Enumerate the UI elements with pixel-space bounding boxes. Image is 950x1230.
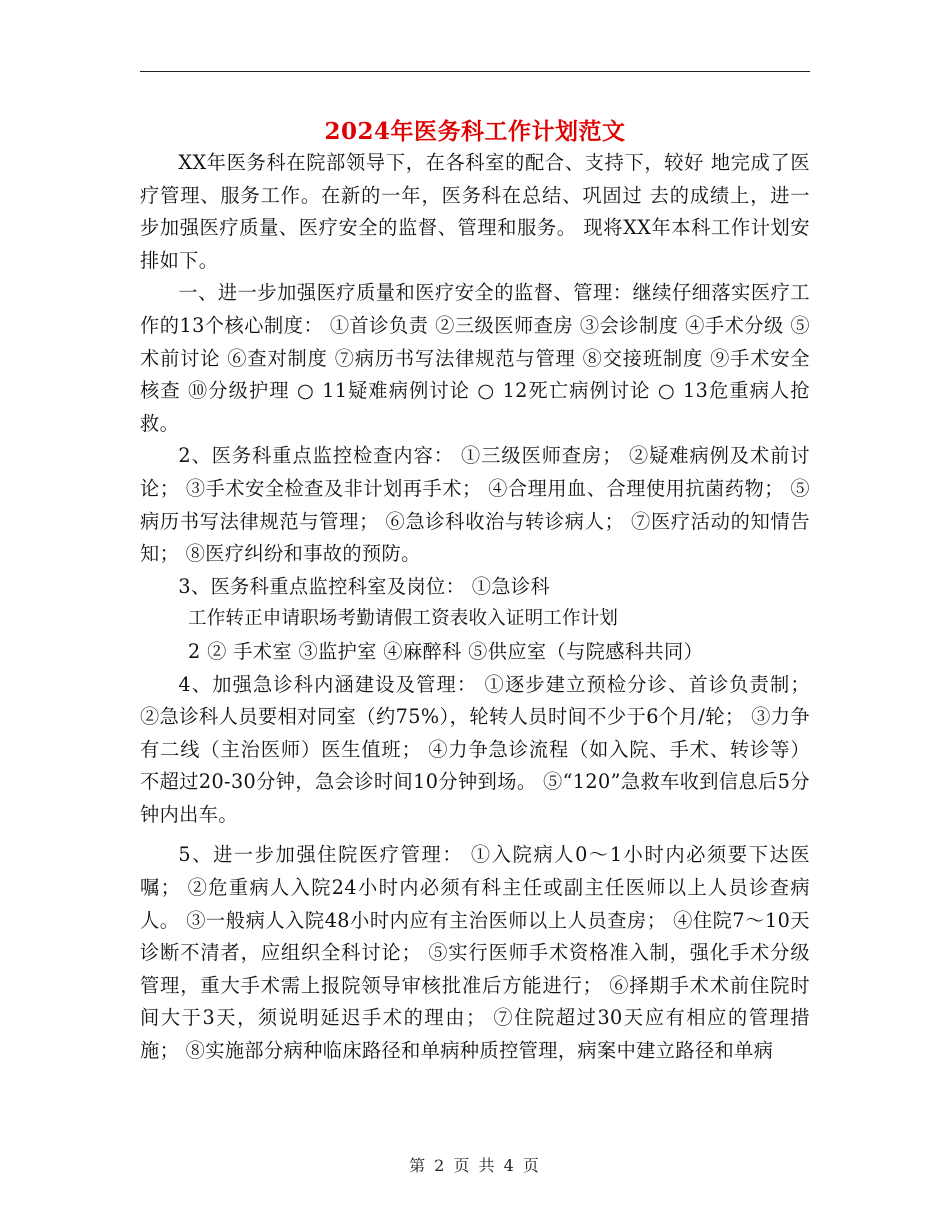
header-rule — [140, 71, 810, 72]
page-footer: 第 2 页 共 4 页 — [409, 1156, 541, 1175]
paragraph-intro: XX年医务科在院部领导下，在各科室的配合、支持下，较好 地完成了医疗管理、服务工作。在新的一年，医务科在总结、巩固过 去的成绩上，进一步加强医疗质量、医疗安全的监督、管理和服务。 现将XX年本科工作计划安排如下。 — [140, 151, 810, 272]
paragraph-section-4: 4、加强急诊科内涵建设及管理： ①逐步建立预检分诊、首诊负责制； ②急诊科人员要相对同室（约75%），轮转人员时间不少于6个月/轮； ③力争有二线（主治医师）医生值班； ④力争急诊流程（如入院、手术、转诊等）不超过20-30分钟，急会诊时间10分钟到场。 ⑤“120”急救车收到信息后5分钟内出车。 — [140, 672, 810, 826]
paragraph-section-3: 3、医务科重点监控科室及岗位： ①急诊科 — [178, 574, 551, 598]
paragraph-section-5: 5、进一步加强住院医疗管理： ①入院病人0～1小时内必须要下达医嘱； ②危重病人入院24小时内必须有科主任或副主任医师以上人员诊查病人。 ③一般病人入院48小时内应有主治医师以上人员查房； ④住院7～10天诊断不清者，应组织全科讨论； ⑤实行医师手术资格准入制，强化手术分级管理，重大手术需上报院领导审核批准后方能进行； ⑥择期手术术前住院时间大于3天，须说明延迟手术的理由； ⑦住院超过30天应有相应的管理措施； ⑧实施部分病种临床路径和单病种质控管理，病案中建立路径和单病 — [140, 843, 810, 1063]
paragraph-section-3-continued: 2 ② 手术室 ③监护室 ④麻醉科 ⑤供应室（与院感科共同） — [188, 639, 704, 663]
paragraph-section-1: 一、进一步加强医疗质量和医疗安全的监督、管理：继续仔细落实医疗工作的13个核心制度： ①首诊负责 ②三级医师查房 ③会诊制度 ④手术分级 ⑤术前讨论 ⑥查对制度 ⑦病历书写法律规范与管理 ⑧交接班制度 ⑨手术安全核查 ⑩分级护理 ○ 11疑难病例讨论 ○ 12死亡病例讨论 ○ 13危重病人抢救。 — [140, 281, 810, 435]
document-title: 2024年医务科工作计划范文 — [324, 118, 626, 145]
document-body — [140, 147, 810, 1068]
paragraph-section-2: 2、医务科重点监控检查内容： ①三级医师查房； ②疑难病例及术前讨论； ③手术安全检查及非计划再手术； ④合理用血、合理使用抗菌药物； ⑤病历书写法律规范与管理； ⑥急诊科收治与转诊病人； ⑦医疗活动的知情告知； ⑧医疗纠纷和事故的预防。 — [140, 444, 810, 566]
inserted-keyword-line: 工作转正申请职场考勤请假工资表收入证明工作计划 — [188, 608, 619, 630]
